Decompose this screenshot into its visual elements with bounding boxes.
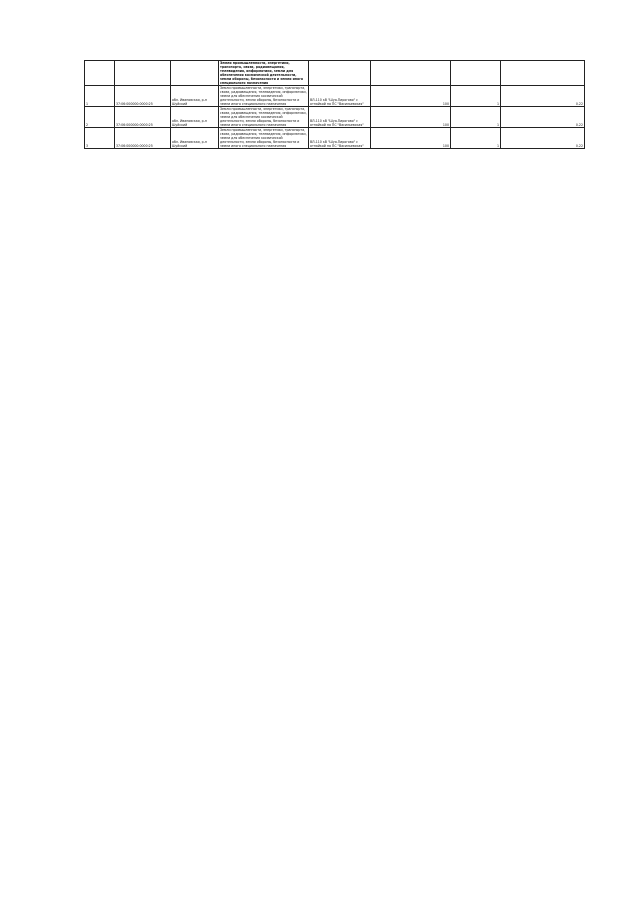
header-cell <box>85 61 115 86</box>
cell-id: 1 <box>85 86 115 107</box>
cell-area: 100 <box>371 128 451 149</box>
cell-kn: 37:06:000000:0000:25 <box>115 128 171 149</box>
header-cell <box>501 61 585 86</box>
cell-id: 2 <box>85 107 115 128</box>
header-cell <box>309 61 371 86</box>
cell-own: ВЛ-110 кВ "Шуя-Пирогово" с отпайкой на ПС "Васильевская" <box>309 128 371 149</box>
cell-loc: обл. Ивановская, р-н Шуйский <box>171 86 219 107</box>
table-row <box>85 128 585 149</box>
cell-kn: 37:06:000000:0000:25 <box>115 86 171 107</box>
header-cell: Земли промышленности, энергетики, транспорта, связи, радиовещания, телевидения, информатики, земли для обеспечения космической деятельности, земли обороны, безопасности и земли иного специального назначения <box>219 61 309 86</box>
table-header-row <box>85 61 585 86</box>
cell-cat: Земли промышленности, энергетики, транспорта, связи, радиовещания, телевидения, информатики, земли для обеспечения космической деятельности, земли обороны, безопасности и земли иного специального назначения <box>220 128 307 148</box>
cell-c: 1 <box>451 86 501 107</box>
cell-area: 100 <box>371 107 451 128</box>
land-plots-table <box>84 60 585 149</box>
cell-share: 0.22 <box>501 107 585 128</box>
cell-c: 1 <box>451 107 501 128</box>
table-row <box>85 86 585 107</box>
cell-id: 3 <box>85 128 115 149</box>
cell-kn: 37:06:000000:0000:25 <box>115 107 171 128</box>
cell-cat: Земли промышленности, энергетики, транспорта, связи, радиовещания, телевидения, информатики, земли для обеспечения космической деятельности, земли обороны, безопасности и земли иного специального назначения <box>220 107 307 127</box>
header-cell <box>451 61 501 86</box>
header-cell <box>371 61 451 86</box>
cell-own: ВЛ-110 кВ "Шуя-Пирогово" с отпайкой на ПС "Васильевская" <box>309 86 371 107</box>
cell-loc: обл. Ивановская, р-н Шуйский <box>171 107 219 128</box>
header-cell <box>171 61 219 86</box>
table-row <box>85 107 585 128</box>
cell-c: 1 <box>451 128 501 149</box>
cell-loc: обл. Ивановская, р-н Шуйский <box>171 128 219 149</box>
cell-own: ВЛ-110 кВ "Шуя-Пирогово" с отпайкой на ПС "Васильевская" <box>309 107 371 128</box>
cell-share: 0.22 <box>501 128 585 149</box>
cell-cat: Земли промышленности, энергетики, транспорта, связи, радиовещания, телевидения, информатики, земли для обеспечения космической деятельности, земли обороны, безопасности и земли иного специального назначения <box>220 86 307 106</box>
cell-share: 0.22 <box>501 86 585 107</box>
cell-area: 100 <box>371 86 451 107</box>
header-cell <box>115 61 171 86</box>
